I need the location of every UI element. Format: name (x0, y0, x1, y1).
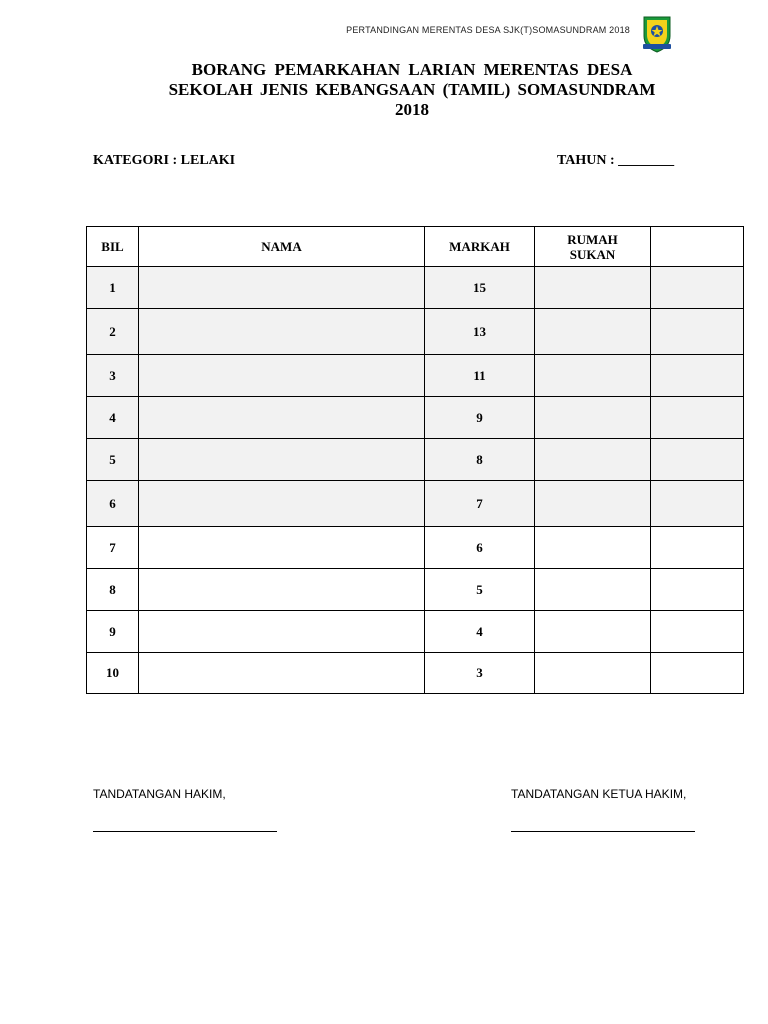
row-extra-cell[interactable] (651, 397, 744, 439)
row-markah: 5 (425, 569, 535, 611)
row-markah: 6 (425, 527, 535, 569)
row-nama-cell[interactable] (139, 653, 425, 694)
table-row (87, 309, 744, 355)
row-extra-cell[interactable] (651, 309, 744, 355)
row-bil: 1 (87, 267, 139, 309)
row-markah: 9 (425, 397, 535, 439)
row-bil: 10 (87, 653, 139, 694)
title-line-1: BORANG PEMARKAHAN LARIAN MERENTAS DESA (191, 60, 633, 79)
row-extra-cell[interactable] (651, 569, 744, 611)
row-bil: 3 (87, 355, 139, 397)
row-nama-cell[interactable] (139, 267, 425, 309)
table-row (87, 527, 744, 569)
row-rumah-cell[interactable] (535, 527, 651, 569)
table-header-row (87, 227, 744, 267)
header-sukan: SUKAN (569, 246, 616, 262)
row-rumah-cell[interactable] (535, 397, 651, 439)
table-row (87, 569, 744, 611)
row-bil: 7 (87, 527, 139, 569)
head-judge-signature-line[interactable] (511, 831, 695, 832)
row-bil: 4 (87, 397, 139, 439)
row-rumah-cell[interactable] (535, 481, 651, 527)
scoring-table (86, 226, 744, 694)
category-label: KATEGORI : LELAKI (93, 153, 236, 168)
row-extra-cell[interactable] (651, 355, 744, 397)
row-nama-cell[interactable] (139, 439, 425, 481)
row-bil: 5 (87, 439, 139, 481)
row-markah: 3 (425, 653, 535, 694)
header-markah: MARKAH (425, 227, 535, 267)
row-rumah-cell[interactable] (535, 267, 651, 309)
row-nama-cell[interactable] (139, 527, 425, 569)
row-markah: 8 (425, 439, 535, 481)
row-extra-cell[interactable] (651, 527, 744, 569)
row-bil: 9 (87, 611, 139, 653)
table-row (87, 611, 744, 653)
form-title (110, 60, 714, 120)
school-crest-icon (641, 14, 673, 54)
title-line-2: SEKOLAH JENIS KEBANGSAAN (TAMIL) SOMASUNDRAM (168, 80, 656, 99)
head-judge-signature-label: TANDATANGAN KETUA HAKIM, (511, 787, 687, 801)
row-markah: 4 (425, 611, 535, 653)
table-row (87, 481, 744, 527)
row-rumah-cell[interactable] (535, 611, 651, 653)
header-extra (651, 227, 744, 267)
row-markah: 11 (425, 355, 535, 397)
table-row (87, 653, 744, 694)
header-note: PERTANDINGAN MERENTAS DESA SJK(T)SOMASUNDRAM 2018 (346, 25, 630, 35)
row-nama-cell[interactable] (139, 355, 425, 397)
row-rumah-cell[interactable] (535, 355, 651, 397)
table-row (87, 439, 744, 481)
row-extra-cell[interactable] (651, 653, 744, 694)
row-extra-cell[interactable] (651, 611, 744, 653)
table-row (87, 355, 744, 397)
judge-signature-label: TANDATANGAN HAKIM, (93, 787, 226, 801)
judge-signature-line[interactable] (93, 831, 277, 832)
row-extra-cell[interactable] (651, 439, 744, 481)
title-line-3: 2018 (395, 100, 429, 119)
table-row (87, 397, 744, 439)
header-bil: BIL (87, 227, 139, 267)
row-rumah-cell[interactable] (535, 653, 651, 694)
header-nama: NAMA (139, 227, 425, 267)
row-nama-cell[interactable] (139, 309, 425, 355)
table-row (87, 267, 744, 309)
row-nama-cell[interactable] (139, 481, 425, 527)
row-extra-cell[interactable] (651, 267, 744, 309)
row-bil: 6 (87, 481, 139, 527)
header-rumah-sukan (535, 227, 651, 267)
year-field: TAHUN : ________ (557, 153, 675, 168)
row-bil: 2 (87, 309, 139, 355)
row-markah: 13 (425, 309, 535, 355)
row-rumah-cell[interactable] (535, 439, 651, 481)
row-extra-cell[interactable] (651, 481, 744, 527)
row-nama-cell[interactable] (139, 611, 425, 653)
row-rumah-cell[interactable] (535, 309, 651, 355)
row-bil: 8 (87, 569, 139, 611)
row-markah: 7 (425, 481, 535, 527)
row-nama-cell[interactable] (139, 569, 425, 611)
header-rumah: RUMAH (567, 231, 618, 247)
row-nama-cell[interactable] (139, 397, 425, 439)
row-rumah-cell[interactable] (535, 569, 651, 611)
row-markah: 15 (425, 267, 535, 309)
